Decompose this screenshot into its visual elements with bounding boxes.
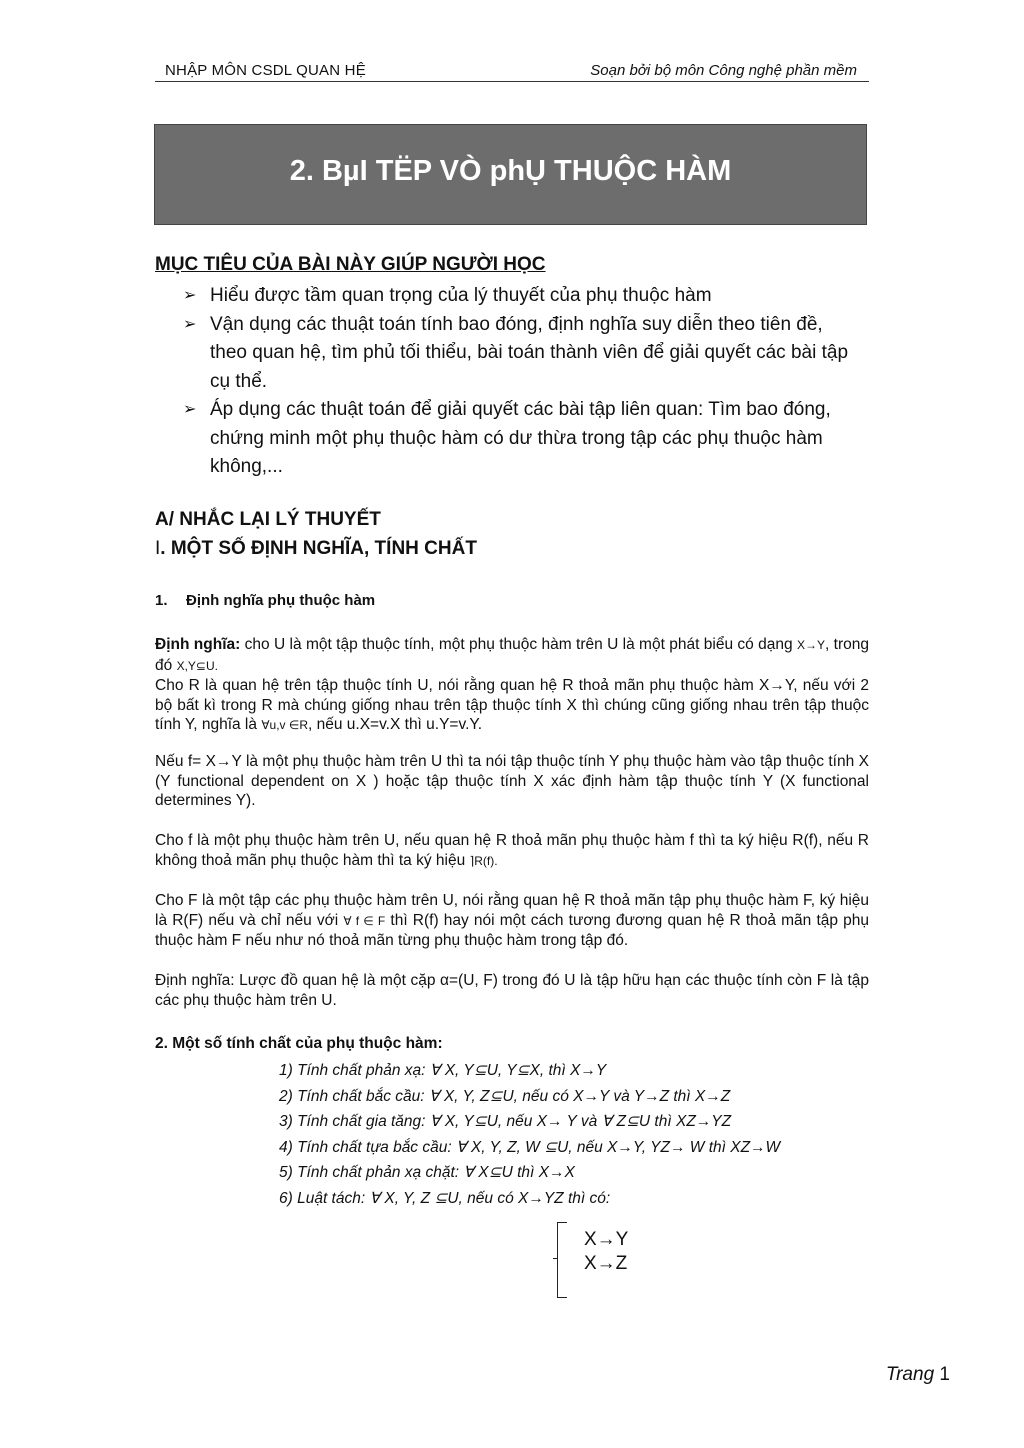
chapter-title-box (154, 124, 867, 225)
chapter-title: 2. BµI TËP VÒ phỤ THUỘC HÀM (289, 155, 732, 187)
split-rule-result (584, 1228, 628, 1276)
property-item: 1) Tính chất phản xạ: ∀ X, Y⊆U, Y⊆X, thì X→Y (279, 1062, 607, 1079)
set-paragraph: Cho F là một tập các phụ thuộc hàm trên U, nói rằng quan hệ R thoả mãn tập phụ thuộc hàm F, ký hiệu là R(F) nếu và chỉ nếu với ∀ f ∈ F thì R(f) hay nói một cách tương đương quan hệ R thoả mãn tập phụ thuộc hàm F nếu như nó thoả mãn từng phụ thuộc hàm trong tập đó. (155, 892, 869, 949)
property-item: 4) Tính chất tựa bắc cầu: ∀ X, Y, Z, W ⊆U, nếu X→Y, YZ→ W thì XZ→W (279, 1138, 781, 1156)
header-course-title: NHẬP MÔN CSDL QUAN HỆ (165, 62, 366, 79)
dependency-paragraph: Nếu f= X→Y là một phụ thuộc hàm trên U thì ta nói tập thuộc tính Y phụ thuộc hàm vào tập thuộc tính X (Y functional dependent on X ) hoặc tập thuộc tính X xác định hàm tập thuộc tính Y (X functional determines Y). (155, 753, 869, 809)
objective-item: ➢ Vận dụng các thuật toán tính bao đóng, định nghĩa suy diễn theo tiên đề, theo quan hệ, tìm phủ tối thiểu, bài toán thành viên để giải quyết các bài tập cụ thể. (183, 311, 863, 397)
page-footer: Trang 1 (885, 1364, 950, 1385)
brace-tick (553, 1258, 558, 1259)
result-line: X→Y (584, 1229, 629, 1250)
property-item: 3) Tính chất gia tăng: ∀ X, Y⊆U, nếu X→ Y và ∀ Z⊆U thì XZ→YZ (279, 1113, 732, 1130)
arrow-bullet-icon: ➢ (183, 287, 197, 304)
left-brace-icon (557, 1222, 567, 1298)
page-header (155, 62, 869, 82)
objectives-heading: MỤC TIÊU CỦA BÀI NÀY GIÚP NGƯỜI HỌC (155, 254, 546, 275)
objective-item: ➢ Hiểu được tầm quan trọng của lý thuyết của phụ thuộc hàm (183, 282, 863, 311)
result-line: X→Z (584, 1253, 628, 1274)
properties-list (279, 1058, 780, 1211)
arrow-bullet-icon: ➢ (183, 401, 197, 418)
arrow-bullet-icon: ➢ (183, 315, 197, 333)
objective-item: ➢ Áp dụng các thuật toán để giải quyết các bài tập liên quan: Tìm bao đóng, chứng minh một phụ thuộc hàm có dư thừa trong tập các phụ thuộc hàm không,... (183, 396, 863, 482)
header-author: Soạn bởi bộ môn Công nghệ phần mềm (590, 62, 857, 79)
schema-definition-paragraph: Định nghĩa: Lược đồ quan hệ là một cặp α=(U, F) trong đó U là tập hữu hạn các thuộc tính còn F là tập các phụ thuộc hàm trên U. (155, 972, 869, 1009)
subsection-2-heading: 2. Một số tính chất của phụ thuộc hàm: (155, 1035, 443, 1052)
property-item: 2) Tính chất bắc cầu: ∀ X, Y, Z⊆U, nếu có X→Y và Y→Z thì X→Z (279, 1087, 731, 1105)
objectives-list (183, 282, 863, 482)
section-i-heading: I. MỘT SỐ ĐỊNH NGHĨA, TÍNH CHẤT (155, 538, 477, 559)
page-number: 1 (939, 1364, 950, 1385)
property-item: 5) Tính chất phản xạ chặt: ∀ X⊆U thì X→X (279, 1164, 575, 1181)
section-a-heading: A/ NHẮC LẠI LÝ THUYẾT (155, 509, 381, 530)
property-item: 6) Luật tách: ∀ X, Y, Z ⊆U, nếu có X→YZ thì có: (279, 1189, 611, 1207)
subsection-1-heading: 1. Định nghĩa phụ thuộc hàm (155, 592, 376, 609)
definition-paragraph: Định nghĩa: cho U là một tập thuộc tính, một phụ thuộc hàm trên U là một phát biểu có dạng X→Y, trong đó X,Y⊆U. Cho R là quan hệ trên tập thuộc tính U, nói rằng quan hệ R thoả mãn phụ thuộc hàm X→Y, nếu với 2 bộ bất kì trong R mà chúng giống nhau trên tập thuộc tính X thì chúng cũng giống nhau trên tập thuộc tính Y, nghĩa là ∀u,v ∈R, nếu u.X=v.X thì u.Y=v.Y. (155, 636, 869, 733)
notation-paragraph: Cho f là một phụ thuộc hàm trên U, nếu quan hệ R thoả mãn phụ thuộc hàm f thì ta ký hiệu R(f), nếu R không thoả mãn phụ thuộc hàm thì ta ký hiệu ⌉R(f). (155, 832, 869, 869)
